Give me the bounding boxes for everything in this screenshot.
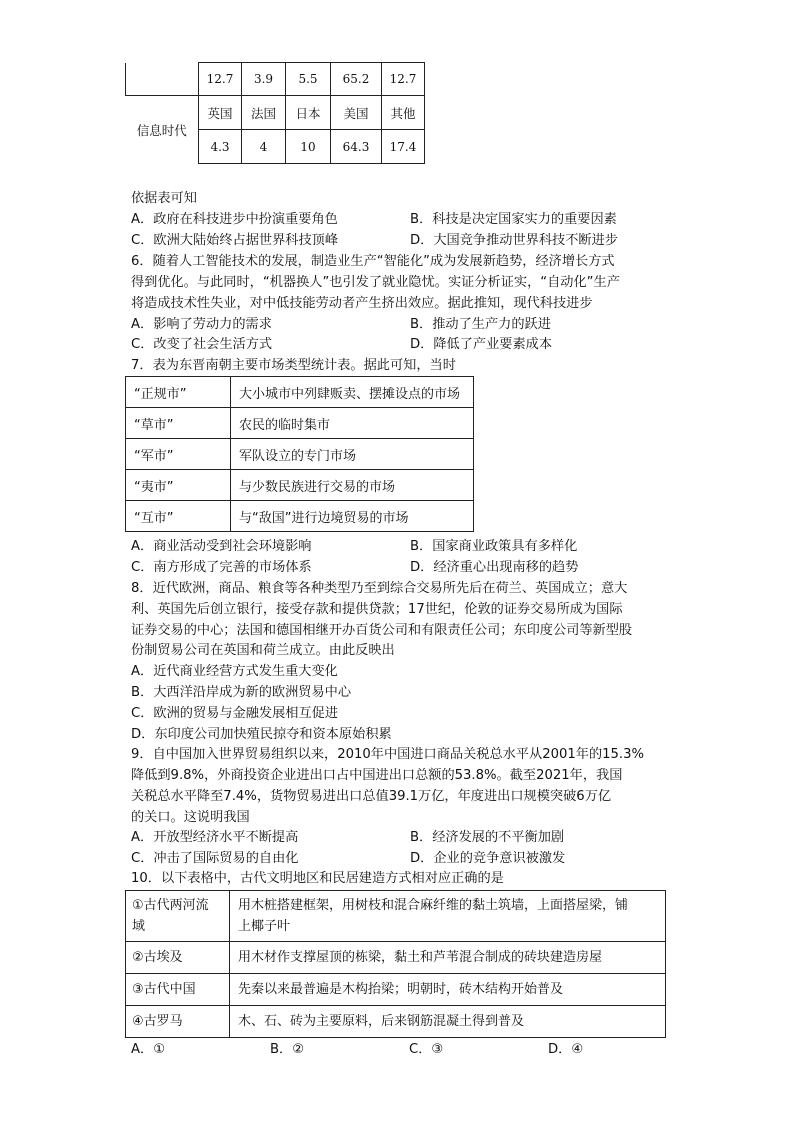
q6-line-2: 得到优化。与此同时，“机器换人”也引发了就业隐忧。实证分析证实，“自动化”生产 <box>131 275 620 290</box>
q9-option-d: D．企业的竞争意识被激发 <box>410 851 566 866</box>
q7-option-b: B．国家商业政策具有多样化 <box>410 539 578 554</box>
q8-option-b: B．大西洋沿岸成为新的欧洲贸易中心 <box>131 685 352 700</box>
civ-desc-line: 用木桩搭建框架，用树枝和混合麻纤维的黏土筑墙，上面搭屋梁，铺 <box>238 898 629 913</box>
table-header: 英国 <box>199 96 242 130</box>
q8-line-4: 份制贸易公司在英国和荷兰成立。由此反映出 <box>131 643 395 658</box>
market-desc: 农民的临时集市 <box>231 408 474 439</box>
q9-line-1: 9．自中国加入世界贸易组织以来，2010年中国进口商品关税总水平从2001年的15.3% <box>131 747 645 762</box>
civ-desc-line: 上椰子叶 <box>238 919 291 934</box>
q6-option-a: A．影响了劳动力的需求 <box>131 317 272 332</box>
civ-name: ④古罗马 <box>126 1006 230 1038</box>
q5-stem: 依据表可知 <box>131 191 197 206</box>
market-desc: 军队设立的专门市场 <box>231 439 474 470</box>
q8-line-3: 证券交易的中心；法国和德国相继开办百货公司和有限责任公司；东印度公司等新型股 <box>131 623 633 638</box>
table-cell: 17.4 <box>382 130 425 164</box>
q8-option-c: C．欧洲的贸易与金融发展相互促进 <box>131 706 339 721</box>
civ-name-line: 域 <box>132 919 146 934</box>
table-cell: 65.2 <box>331 63 382 96</box>
civ-desc: 先秦以来最普遍是木构抬梁；明朝时，砖木结构开始普及 <box>230 974 666 1006</box>
table-cell: 5.5 <box>286 63 331 96</box>
q9-option-c: C．冲击了国际贸易的自由化 <box>131 851 299 866</box>
table-cell: 12.7 <box>199 63 242 96</box>
q8-line-1: 8．近代欧洲，商品、粮食等各种类型乃至到综合交易所先后在荷兰、英国成立；意大 <box>131 581 628 596</box>
q6-option-c: C．改变了社会生活方式 <box>131 337 273 352</box>
q6-option-b: B．推动了生产力的跃进 <box>410 317 551 332</box>
q6-line-3: 将造成技术性失业，对中低技能劳动者产生挤出效应。据此推知，现代科技进步 <box>131 296 593 311</box>
civilization-table <box>125 890 666 1038</box>
q8-option-a: A．近代商业经营方式发生重大变化 <box>131 664 338 679</box>
market-desc: 大小城市中列肆贩卖、摆摊设点的市场 <box>231 377 474 408</box>
q8-line-2: 利、英国先后创立银行，接受存款和提供贷款；17世纪，伦敦的证券交易所成为国际 <box>131 602 623 617</box>
table-header: 法国 <box>242 96 286 130</box>
q10-option-d: D．④ <box>548 1042 584 1057</box>
q9-line-2: 降低到9.8%，外商投资企业进出口占中国进出口总额的53.8%。截至2021年，我国 <box>131 768 623 783</box>
table-cell: 12.7 <box>382 63 425 96</box>
market-name: “军市” <box>126 439 231 470</box>
q9-line-3: 关税总水平降至7.4%，货物贸易进出口总值39.1万亿，年度进出口规模突破6万亿 <box>131 789 612 804</box>
market-desc: 与少数民族进行交易的市场 <box>231 470 474 501</box>
table-cell: 4 <box>242 130 286 164</box>
civ-name: ③古代中国 <box>126 974 230 1006</box>
era-label: 信息时代 <box>126 96 199 164</box>
q6-option-d: D．降低了产业要素成本 <box>410 337 553 352</box>
civ-name <box>126 891 230 942</box>
market-name: “正规市” <box>126 377 231 408</box>
table-header: 日本 <box>286 96 331 130</box>
q8-option-d: D．东印度公司加快殖民掠夺和资本原始积累 <box>131 727 392 742</box>
q9-line-4: 的关口。这说明我国 <box>131 810 250 825</box>
q9-option-a: A．开放型经济水平不断提高 <box>131 830 299 845</box>
table-cell: 3.9 <box>242 63 286 96</box>
q5-option-c: C．欧洲大陆始终占据世界科技顶峰 <box>131 233 339 248</box>
market-desc: 与“敌国”进行边境贸易的市场 <box>231 501 474 532</box>
q7-option-c: C．南方形成了完善的市场体系 <box>131 560 312 575</box>
table-cell-empty <box>126 63 199 96</box>
q10-option-a: A．① <box>131 1042 166 1057</box>
civ-desc: 木、石、砖为主要原料，后来钢筋混凝土得到普及 <box>230 1006 666 1038</box>
civ-name-line: ①古代两河流 <box>132 898 209 913</box>
market-name: “互市” <box>126 501 231 532</box>
q5-option-a: A．政府在科技进步中扮演重要角色 <box>131 212 338 227</box>
q5-option-b: B．科技是决定国家实力的重要因素 <box>410 212 617 227</box>
civ-desc <box>230 891 666 942</box>
q7-stem: 7．表为东晋南朝主要市场类型统计表。据此可知，当时 <box>131 358 456 373</box>
civ-name: ②古埃及 <box>126 942 230 974</box>
table-cell: 4.3 <box>199 130 242 164</box>
table-header: 其他 <box>382 96 425 130</box>
q10-option-b: B．② <box>270 1042 305 1057</box>
market-name: “夷市” <box>126 470 231 501</box>
table-cell: 10 <box>286 130 331 164</box>
market-type-table <box>125 376 474 532</box>
q9-option-b: B．经济发展的不平衡加剧 <box>410 830 565 845</box>
market-name: “草市” <box>126 408 231 439</box>
civ-desc: 用木材作支撑屋顶的栋梁，黏土和芦苇混合制成的砖块建造房屋 <box>230 942 666 974</box>
q10-option-c: C．③ <box>409 1042 444 1057</box>
tech-share-table <box>125 62 425 164</box>
q5-option-d: D．大国竞争推动世界科技不断进步 <box>410 233 618 248</box>
table-header: 美国 <box>331 96 382 130</box>
q6-line-1: 6．随着人工智能技术的发展，制造业生产“智能化”成为发展新趋势，经济增长方式 <box>131 254 615 269</box>
q7-option-a: A．商业活动受到社会环境影响 <box>131 539 312 554</box>
q10-stem: 10．以下表格中，古代文明地区和民居建造方式相对应正确的是 <box>131 871 504 886</box>
table-cell: 64.3 <box>331 130 382 164</box>
q7-option-d: D．经济重心出现南移的趋势 <box>410 560 579 575</box>
